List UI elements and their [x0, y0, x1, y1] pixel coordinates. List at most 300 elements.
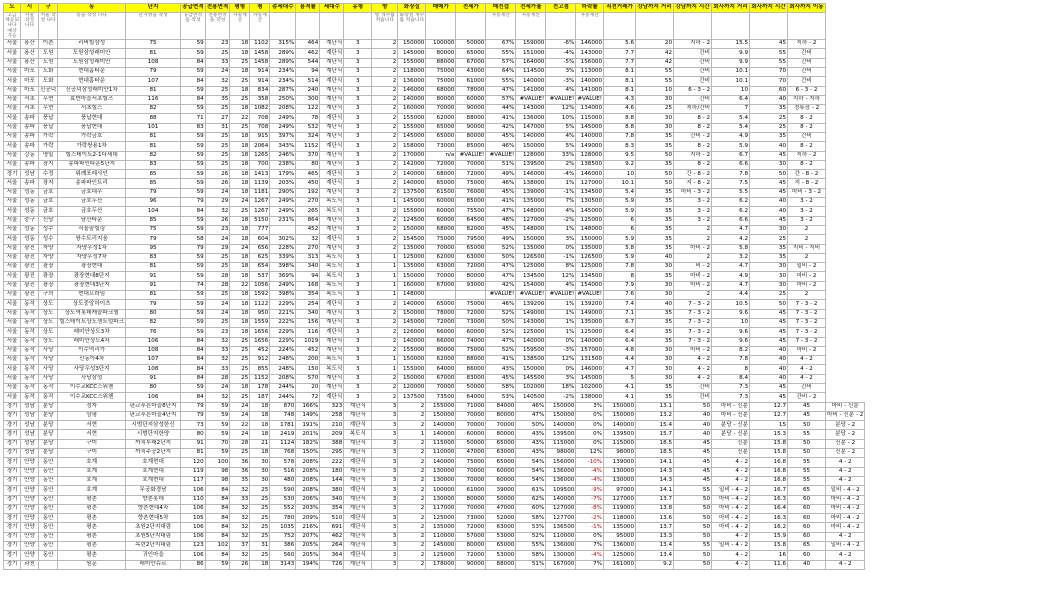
cell[interactable]: 광진 — [21, 244, 39, 253]
column-header[interactable]: 평형 — [230, 4, 250, 13]
cell[interactable]: 2 — [398, 476, 426, 485]
cell[interactable]: 65 — [788, 486, 826, 495]
cell[interactable]: 3 - 2 — [788, 216, 826, 225]
cell[interactable]: 150000 — [398, 40, 426, 49]
cell[interactable]: 60 — [750, 86, 788, 95]
cell[interactable]: 계단식 — [320, 114, 344, 123]
cell[interactable]: 143000 — [516, 105, 546, 114]
cell[interactable]: 8.8 — [604, 123, 636, 132]
cell[interactable]: 136000 — [546, 542, 576, 551]
cell[interactable]: 150000 — [516, 365, 546, 374]
cell[interactable]: 4 - 2 — [826, 458, 865, 467]
cell[interactable]: 1413 — [250, 170, 270, 179]
cell[interactable]: 3% — [576, 402, 604, 411]
cell[interactable]: 24 — [205, 188, 230, 197]
cell[interactable]: 21 — [250, 439, 270, 448]
cell[interactable]: 4.8 — [604, 346, 636, 355]
cell[interactable]: 이수교KCC스위첸 — [58, 393, 126, 402]
cell[interactable]: 125000 — [604, 551, 636, 560]
cell[interactable]: 18 — [230, 328, 250, 337]
cell[interactable]: 5150 — [250, 216, 270, 225]
cell[interactable]: 복도식 — [320, 281, 344, 290]
cell[interactable]: 145000 — [576, 374, 604, 383]
cell[interactable]: 47% — [486, 337, 516, 346]
cell[interactable]: 148000 — [516, 207, 546, 216]
cell[interactable]: 154000 — [516, 281, 546, 290]
cell[interactable]: 208% — [270, 105, 296, 114]
cell[interactable]: 15.8 — [750, 439, 788, 448]
cell[interactable]: 82 — [126, 318, 181, 327]
cell[interactable]: 40 — [750, 374, 788, 383]
cell[interactable]: 계단식 — [320, 244, 344, 253]
cell[interactable]: 29 — [205, 244, 230, 253]
cell[interactable]: 계단식 — [344, 449, 372, 458]
cell[interactable]: 18 — [230, 132, 250, 141]
cell[interactable]: 16.2 — [750, 523, 788, 532]
cell[interactable]: 516 — [270, 467, 296, 476]
cell[interactable]: 53% — [486, 393, 516, 402]
cell[interactable]: 간비 — [788, 132, 826, 141]
cell[interactable]: -3% — [546, 346, 576, 355]
cell[interactable]: 3 — [344, 40, 372, 49]
cell[interactable]: 130000 — [426, 476, 456, 485]
cell[interactable]: 3 — [344, 188, 372, 197]
cell[interactable]: 4.1 — [604, 384, 636, 393]
cell[interactable]: 9.6 — [712, 309, 750, 318]
cell[interactable]: 68000 — [426, 170, 456, 179]
cell[interactable]: 7.8 — [712, 170, 750, 179]
cell[interactable]: 7 - 3 - 2 — [788, 337, 826, 346]
cell[interactable]: 119000 — [604, 504, 636, 513]
cell[interactable]: 18 — [230, 160, 250, 169]
column-header[interactable]: 동 — [58, 4, 126, 13]
cell[interactable]: 178000 — [426, 560, 456, 569]
cell[interactable]: 송파 — [21, 179, 39, 188]
cell[interactable]: 58% — [486, 384, 516, 393]
cell[interactable]: 2 — [372, 188, 398, 197]
cell[interactable]: 81 — [181, 449, 206, 458]
cell[interactable]: 경기 — [4, 449, 21, 458]
cell[interactable]: 164000 — [516, 58, 546, 67]
cell[interactable]: 238% — [270, 160, 296, 169]
column-note[interactable]: 단지명을 작성 — [126, 13, 181, 40]
cell[interactable]: 37 — [230, 542, 250, 551]
cell[interactable]: 249% — [270, 198, 296, 207]
cell[interactable]: 140000 — [546, 495, 576, 504]
cell[interactable]: 3 — [372, 421, 398, 430]
cell[interactable]: 4 - 2 — [674, 365, 712, 374]
cell[interactable]: 151000 — [516, 49, 546, 58]
cell[interactable]: 178 — [250, 384, 270, 393]
cell[interactable]: 동작 — [21, 328, 39, 337]
cell[interactable]: 43% — [516, 449, 546, 458]
cell[interactable]: 59 — [181, 151, 206, 160]
cell[interactable]: 4.1 — [604, 393, 636, 402]
cell[interactable]: 84 — [205, 514, 230, 523]
cell[interactable]: 50 — [750, 170, 788, 179]
cell[interactable]: 경기 — [4, 170, 21, 179]
cell[interactable]: 101 — [126, 123, 181, 132]
cell[interactable]: 7 - 3 - 2 — [674, 328, 712, 337]
cell[interactable]: 136500 — [546, 523, 576, 532]
cell[interactable]: 광장현대8단지 — [58, 272, 126, 281]
cell[interactable]: 88000 — [456, 356, 486, 365]
cell[interactable]: 마비 - 2 — [788, 281, 826, 290]
cell[interactable]: 복도식 — [320, 356, 344, 365]
cell[interactable]: 205% — [296, 542, 320, 551]
cell[interactable]: 평촌 — [58, 495, 126, 504]
cell[interactable]: 7% — [576, 542, 604, 551]
cell[interactable]: 157000 — [576, 346, 604, 355]
cell[interactable]: 까치주공2단지 — [126, 449, 181, 458]
cell[interactable]: 79 — [126, 300, 181, 309]
cell[interactable]: 106 — [181, 504, 206, 513]
cell[interactable]: 159000 — [516, 40, 546, 49]
column-header[interactable]: 방 — [372, 4, 398, 13]
cell[interactable]: 계단식 — [344, 458, 372, 467]
cell[interactable]: 8.2 — [712, 346, 750, 355]
cell[interactable]: 780 — [270, 514, 296, 523]
cell[interactable]: 동작 — [21, 337, 39, 346]
cell[interactable]: 146000 — [516, 170, 546, 179]
cell[interactable]: 57% — [486, 58, 516, 67]
cell[interactable]: 65000 — [456, 49, 486, 58]
cell[interactable]: 12% — [576, 449, 604, 458]
cell[interactable]: 8.1 — [604, 67, 636, 76]
cell[interactable]: 광진 — [21, 272, 39, 281]
cell[interactable]: 안양 — [21, 551, 39, 560]
cell[interactable]: 7.8 — [604, 132, 636, 141]
cell[interactable]: 370 — [296, 151, 320, 160]
cell[interactable]: 판교푸른마을4단지 — [126, 411, 181, 420]
cell[interactable]: 60 — [788, 504, 826, 513]
cell[interactable]: 7.8 — [604, 263, 636, 272]
cell[interactable]: -8% — [576, 504, 604, 513]
cell[interactable]: 도원삼성래미안 — [58, 58, 126, 67]
cell[interactable]: 229% — [270, 337, 296, 346]
cell[interactable]: 55% — [516, 542, 546, 551]
cell[interactable]: 15.3 — [750, 430, 788, 439]
cell[interactable]: 서울 — [4, 49, 21, 58]
cell[interactable]: 12% — [546, 272, 576, 281]
cell[interactable]: 우면 — [39, 95, 58, 104]
cell[interactable]: 59 — [181, 142, 206, 151]
cell[interactable]: 41% — [486, 114, 516, 123]
cell[interactable]: 3 — [344, 393, 372, 402]
cell[interactable]: 16 — [750, 551, 788, 560]
cell[interactable]: 사당우성3단지 — [58, 365, 126, 374]
cell[interactable]: 4% — [546, 281, 576, 290]
cell[interactable]: 95000 — [604, 532, 636, 541]
cell[interactable]: 간비 - 2 — [674, 132, 712, 141]
cell[interactable]: 4 - 2 — [788, 356, 826, 365]
cell[interactable]: 65000 — [426, 132, 456, 141]
cell[interactable]: 135000 — [604, 523, 636, 532]
cell[interactable]: 84 — [181, 95, 206, 104]
cell[interactable] — [270, 225, 296, 234]
cell[interactable]: 금호 — [39, 207, 58, 216]
cell[interactable]: 간비 - 2 — [788, 393, 826, 402]
cell[interactable]: 30 — [636, 291, 674, 300]
cell[interactable]: 30 — [750, 281, 788, 290]
cell[interactable]: 1082 — [250, 105, 270, 114]
cell[interactable]: 24 — [230, 411, 250, 420]
cell[interactable]: 59 — [181, 328, 206, 337]
cell[interactable]: 신공덕 — [39, 86, 58, 95]
cell[interactable]: 5.6 — [604, 40, 636, 49]
cell[interactable]: 59 — [181, 188, 206, 197]
cell[interactable]: 24 — [205, 300, 230, 309]
cell[interactable]: 18 — [230, 179, 250, 188]
cell[interactable]: #VALUE! — [546, 291, 576, 300]
cell[interactable]: 59 — [205, 402, 230, 411]
cell[interactable]: 42 — [636, 49, 674, 58]
cell[interactable]: 45 — [674, 449, 712, 458]
cell[interactable]: 59 — [181, 40, 206, 49]
cell[interactable]: 상도 — [39, 309, 58, 318]
cell[interactable]: 168 — [296, 281, 320, 290]
cell[interactable]: 마비 - 2 — [674, 272, 712, 281]
cell[interactable]: 풍납 — [39, 114, 58, 123]
cell[interactable]: 1 — [372, 281, 398, 290]
cell[interactable]: 3 — [344, 170, 372, 179]
cell[interactable]: 208% — [296, 458, 320, 467]
column-header[interactable]: 회사까지 이동 — [788, 4, 826, 13]
cell[interactable]: 경기 — [4, 458, 21, 467]
cell[interactable]: 5.9 — [604, 235, 636, 244]
cell[interactable]: 이촌 — [39, 40, 58, 49]
cell[interactable]: 139000 — [516, 188, 546, 197]
cell[interactable]: #VALUE! — [576, 291, 604, 300]
cell[interactable]: 50 — [636, 170, 674, 179]
cell[interactable]: 서울 — [4, 365, 21, 374]
cell[interactable]: 59 — [181, 67, 206, 76]
cell[interactable]: 4.4 — [604, 356, 636, 365]
cell[interactable]: 18 — [230, 300, 250, 309]
cell[interactable]: 35 — [636, 393, 674, 402]
cell[interactable]: 3 — [344, 49, 372, 58]
column-note[interactable]: 자동계산 — [486, 13, 516, 40]
cell[interactable]: 250% — [270, 95, 296, 104]
cell[interactable]: 풍납현대 — [58, 123, 126, 132]
cell[interactable]: 25 — [205, 160, 230, 169]
cell[interactable]: 2 — [398, 486, 426, 495]
cell[interactable]: 229% — [270, 328, 296, 337]
cell[interactable]: 130000 — [604, 467, 636, 476]
cell[interactable]: 59 — [181, 309, 206, 318]
cell[interactable]: 분당 - 2 — [826, 430, 865, 439]
cell[interactable]: 130000 — [426, 467, 456, 476]
cell[interactable]: 25 — [205, 105, 230, 114]
cell[interactable]: -4% — [576, 551, 604, 560]
cell[interactable]: 109500 — [546, 486, 576, 495]
cell[interactable]: 222 — [320, 458, 344, 467]
cell[interactable]: 서울 — [4, 216, 21, 225]
cell[interactable]: 70000 — [456, 476, 486, 485]
cell[interactable]: 530 — [270, 495, 296, 504]
cell[interactable]: 풍납 — [39, 123, 58, 132]
cell[interactable]: 2 — [372, 244, 398, 253]
cell[interactable]: 계단식 — [320, 142, 344, 151]
cell[interactable]: 870 — [270, 402, 296, 411]
cell[interactable]: 12% — [546, 105, 576, 114]
cell[interactable]: 140000 — [426, 421, 456, 430]
cell[interactable]: 59 — [181, 86, 206, 95]
cell[interactable]: 79 — [126, 188, 181, 197]
cell[interactable]: 안양 — [21, 486, 39, 495]
cell[interactable]: 사당삼성 — [58, 374, 126, 383]
cell[interactable]: 18 — [250, 421, 270, 430]
cell[interactable]: 동안 — [39, 486, 58, 495]
cell[interactable]: 시범단지삼성한신 — [126, 421, 181, 430]
cell[interactable]: 25 — [230, 123, 250, 132]
cell[interactable]: 45 — [674, 467, 712, 476]
cell[interactable]: 3143 — [270, 560, 296, 569]
cell[interactable]: 복도식 — [320, 253, 344, 262]
cell[interactable]: 4 - 2 — [826, 467, 865, 476]
cell[interactable]: 52% — [486, 309, 516, 318]
cell[interactable]: 성남 — [21, 430, 39, 439]
cell[interactable]: 7.3 — [712, 393, 750, 402]
column-header[interactable]: 직전거래가 — [604, 4, 636, 13]
cell[interactable]: 35 — [636, 198, 674, 207]
cell[interactable]: 지하 - 2 — [788, 40, 826, 49]
cell[interactable]: 경기 — [4, 532, 21, 541]
cell[interactable]: 경기 — [4, 514, 21, 523]
cell[interactable]: 59 — [205, 430, 230, 439]
cell[interactable]: 경기 — [4, 486, 21, 495]
cell[interactable]: 78 — [296, 114, 320, 123]
column-note[interactable] — [636, 13, 674, 40]
cell[interactable]: 계단식 — [344, 421, 372, 430]
cell[interactable]: 계단식 — [320, 40, 344, 49]
cell[interactable]: 55% — [486, 77, 516, 86]
cell[interactable]: 신동아4차 — [58, 356, 126, 365]
cell[interactable]: 84 — [181, 346, 206, 355]
cell[interactable]: 서울 — [4, 86, 21, 95]
cell[interactable]: 141000 — [576, 86, 604, 95]
cell[interactable]: 150000 — [576, 235, 604, 244]
cell[interactable]: 78000 — [456, 86, 486, 95]
cell[interactable]: #VALUE! — [576, 95, 604, 104]
cell[interactable]: 358 — [250, 95, 270, 104]
cell[interactable]: 62000 — [426, 356, 456, 365]
cell[interactable]: 388 — [320, 439, 344, 448]
cell[interactable]: -1% — [546, 188, 576, 197]
cell[interactable]: 2 — [674, 253, 712, 262]
cell[interactable]: 서초힐스 — [58, 105, 126, 114]
cell[interactable]: 가락 — [39, 142, 58, 151]
cell[interactable]: 8 — [604, 272, 636, 281]
column-note[interactable]: 동을 작성 나다 — [58, 13, 126, 40]
cell[interactable]: 45 — [750, 337, 788, 346]
cell[interactable]: 145000 — [398, 132, 426, 141]
cell[interactable]: 서울 — [4, 179, 21, 188]
cell[interactable]: 51% — [486, 160, 516, 169]
cell[interactable]: 118000 — [604, 514, 636, 523]
cell[interactable]: 계단식 — [320, 328, 344, 337]
cell[interactable]: 2 — [398, 560, 426, 569]
cell[interactable]: 4% — [546, 132, 576, 141]
cell[interactable]: 70000 — [456, 467, 486, 476]
cell[interactable]: 150000 — [516, 235, 546, 244]
cell[interactable]: 150% — [296, 449, 320, 458]
cell[interactable]: 60000 — [486, 476, 516, 485]
cell[interactable]: 성수 — [39, 225, 58, 234]
cell[interactable]: 1656 — [250, 337, 270, 346]
cell[interactable]: 사당 — [39, 374, 58, 383]
cell[interactable]: 125000 — [576, 328, 604, 337]
cell[interactable]: 5.9 — [604, 207, 636, 216]
cell[interactable]: 5.4 — [604, 188, 636, 197]
cell[interactable]: 복도식 — [344, 430, 372, 439]
cell[interactable]: 신당 — [39, 216, 58, 225]
cell[interactable]: 1265 — [250, 151, 270, 160]
cell[interactable]: 149% — [296, 411, 320, 420]
cell[interactable]: 향촌롯데 — [126, 495, 181, 504]
cell[interactable]: 서울 — [4, 40, 21, 49]
cell[interactable]: 25 — [230, 374, 250, 383]
column-note[interactable] — [456, 13, 486, 40]
cell[interactable]: 13.6 — [636, 514, 674, 523]
cell[interactable]: 평촌 — [58, 514, 126, 523]
cell[interactable]: 16.4 — [750, 504, 788, 513]
cell[interactable]: 2 — [398, 439, 426, 448]
cell[interactable]: 3 — [344, 272, 372, 281]
column-note[interactable] — [788, 13, 826, 40]
cell[interactable]: 동작 — [21, 300, 39, 309]
cell[interactable]: 201% — [296, 430, 320, 439]
cell[interactable]: 성수 — [39, 235, 58, 244]
cell[interactable]: 9.6 — [712, 337, 750, 346]
cell[interactable]: 2 — [372, 318, 398, 327]
cell[interactable]: 3 - 2 — [788, 207, 826, 216]
cell[interactable]: 343% — [270, 142, 296, 151]
cell[interactable]: 54% — [516, 458, 546, 467]
cell[interactable]: 복도식 — [320, 272, 344, 281]
cell[interactable]: 150000 — [398, 225, 426, 234]
cell[interactable]: 70000 — [426, 244, 456, 253]
cell[interactable]: 35 — [230, 476, 250, 485]
cell[interactable]: 30 — [636, 374, 674, 383]
cell[interactable]: 708 — [250, 123, 270, 132]
cell[interactable]: 106 — [181, 551, 206, 560]
cell[interactable]: 18 — [230, 272, 250, 281]
cell[interactable]: 3 — [372, 514, 398, 523]
cell[interactable]: 552 — [270, 504, 296, 513]
cell[interactable]: 광진 — [21, 253, 39, 262]
cell[interactable]: 36 — [230, 467, 250, 476]
cell[interactable]: 3 — [344, 253, 372, 262]
cell[interactable]: 마비 - 신분 — [712, 402, 750, 411]
cell[interactable]: 9.2 — [604, 160, 636, 169]
cell[interactable]: 65000 — [456, 244, 486, 253]
cell[interactable]: 2 — [372, 77, 398, 86]
cell[interactable]: 4 - 2 — [788, 374, 826, 383]
cell[interactable]: 1% — [546, 300, 576, 309]
cell[interactable]: 신분 - 2 — [826, 439, 865, 448]
cell[interactable]: 115000 — [426, 439, 456, 448]
cell[interactable]: 8 - 2 — [674, 142, 712, 151]
cell[interactable]: -4% — [546, 49, 576, 58]
column-header[interactable]: 전고점 — [546, 4, 576, 13]
cell[interactable]: 110000 — [546, 532, 576, 541]
cell[interactable]: 계단식 — [320, 67, 344, 76]
cell[interactable]: 82 — [126, 151, 181, 160]
cell[interactable]: 2 — [372, 337, 398, 346]
cell[interactable]: 도원 — [39, 49, 58, 58]
cell[interactable]: 134500 — [516, 272, 546, 281]
